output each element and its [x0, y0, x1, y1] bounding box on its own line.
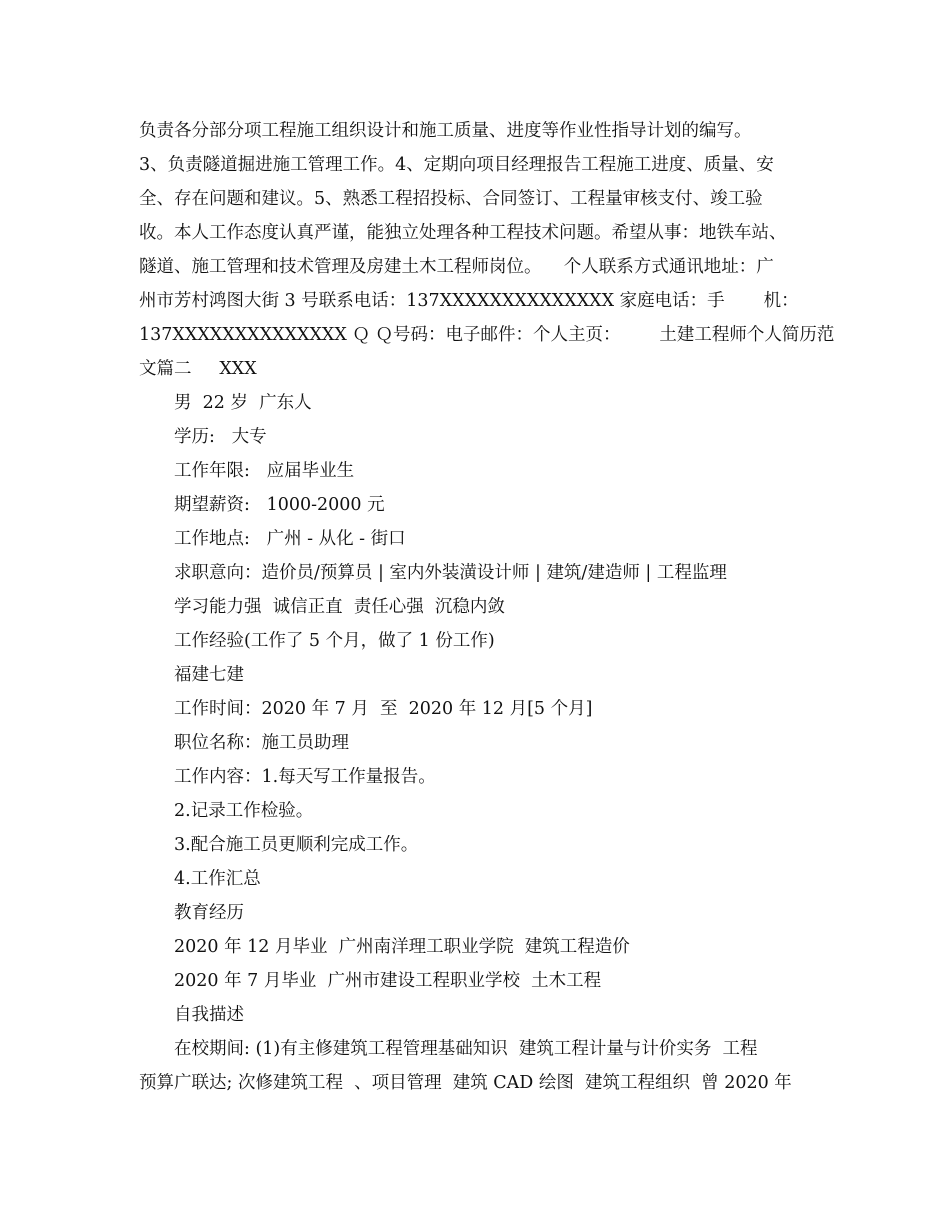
resume-work-years: 工作年限: 应届毕业生 [174, 461, 355, 481]
resume-expected-salary: 期望薪资: 1000-2000 元 [174, 495, 385, 515]
resume-company: 福建七建 [174, 665, 244, 685]
resume-job-intention: 求职意向：造价员/预算员 | 室内外装潢设计师 | 建筑/建造师 | 工程监理 [174, 563, 727, 583]
intro-line-7: 137XXXXXXXXXXXXXX Ｑ Ｑ号码：电子邮件：个人主页： 土建工程师个人简历范 [139, 325, 835, 345]
resume-work-period: 工作时间：2020 年 7 月 至 2020 年 12 月[5 个月] [174, 699, 593, 719]
resume-duty-4: 4.工作汇总 [174, 869, 261, 889]
resume-duty-3: 3.配合施工员更顺利完成工作。 [174, 835, 419, 855]
intro-line-8: 文篇二 XXX [139, 359, 257, 379]
resume-education-1: 2020 年 12 月毕业 广州南洋理工职业学院 建筑工程造价 [174, 937, 630, 957]
intro-line-1: 负责各分部分项工程施工组织设计和施工质量、进度等作业性指导计划的编写。 [139, 121, 752, 141]
resume-basic-info: 男 22 岁 广东人 [174, 393, 312, 413]
intro-line-5: 隧道、施工管理和技术管理及房建土木工程师岗位。 个人联系方式通讯地址：广 [139, 257, 774, 277]
resume-education-2: 2020 年 7 月毕业 广州市建设工程职业学校 土木工程 [174, 971, 602, 991]
intro-line-6: 州市芳村鸿图大街 3 号联系电话：137XXXXXXXXXXXXXX 家庭电话：手 机： [139, 291, 799, 311]
resume-experience-heading: 工作经验(工作了 5 个月，做了 1 份工作) [174, 631, 495, 651]
resume-education-level: 学历: 大专 [174, 427, 267, 447]
resume-self-description-line-2: 预算广联达; 次修建筑工程 、项目管理 建筑 CAD 绘图 建筑工程组织 曾 2020 年 [139, 1073, 792, 1093]
intro-line-2: 3、负责隧道掘进施工管理工作。4、定期向项目经理报告工程施工进度、质量、安 [139, 155, 774, 175]
resume-self-description-line-1: 在校期间: (1)有主修建筑工程管理基础知识 建筑工程计量与计价实务 工程 [174, 1039, 758, 1059]
resume-education-heading: 教育经历 [174, 903, 244, 923]
resume-duty-2: 2.记录工作检验。 [174, 801, 314, 821]
resume-work-location: 工作地点: 广州 - 从化 - 街口 [174, 529, 406, 549]
intro-line-3: 全、存在问题和建议。5、熟悉工程招投标、合同签订、工程量审核支付、竣工验 [139, 189, 763, 209]
resume-position: 职位名称：施工员助理 [174, 733, 349, 753]
resume-self-description-heading: 自我描述 [174, 1005, 244, 1025]
intro-line-4: 收。本人工作态度认真严谨，能独立处理各种工程技术问题。希望从事：地铁车站、 [139, 223, 787, 243]
resume-duty-1: 工作内容：1.每天写工作量报告。 [174, 767, 436, 787]
resume-traits: 学习能力强 诚信正直 责任心强 沉稳内敛 [174, 597, 505, 617]
